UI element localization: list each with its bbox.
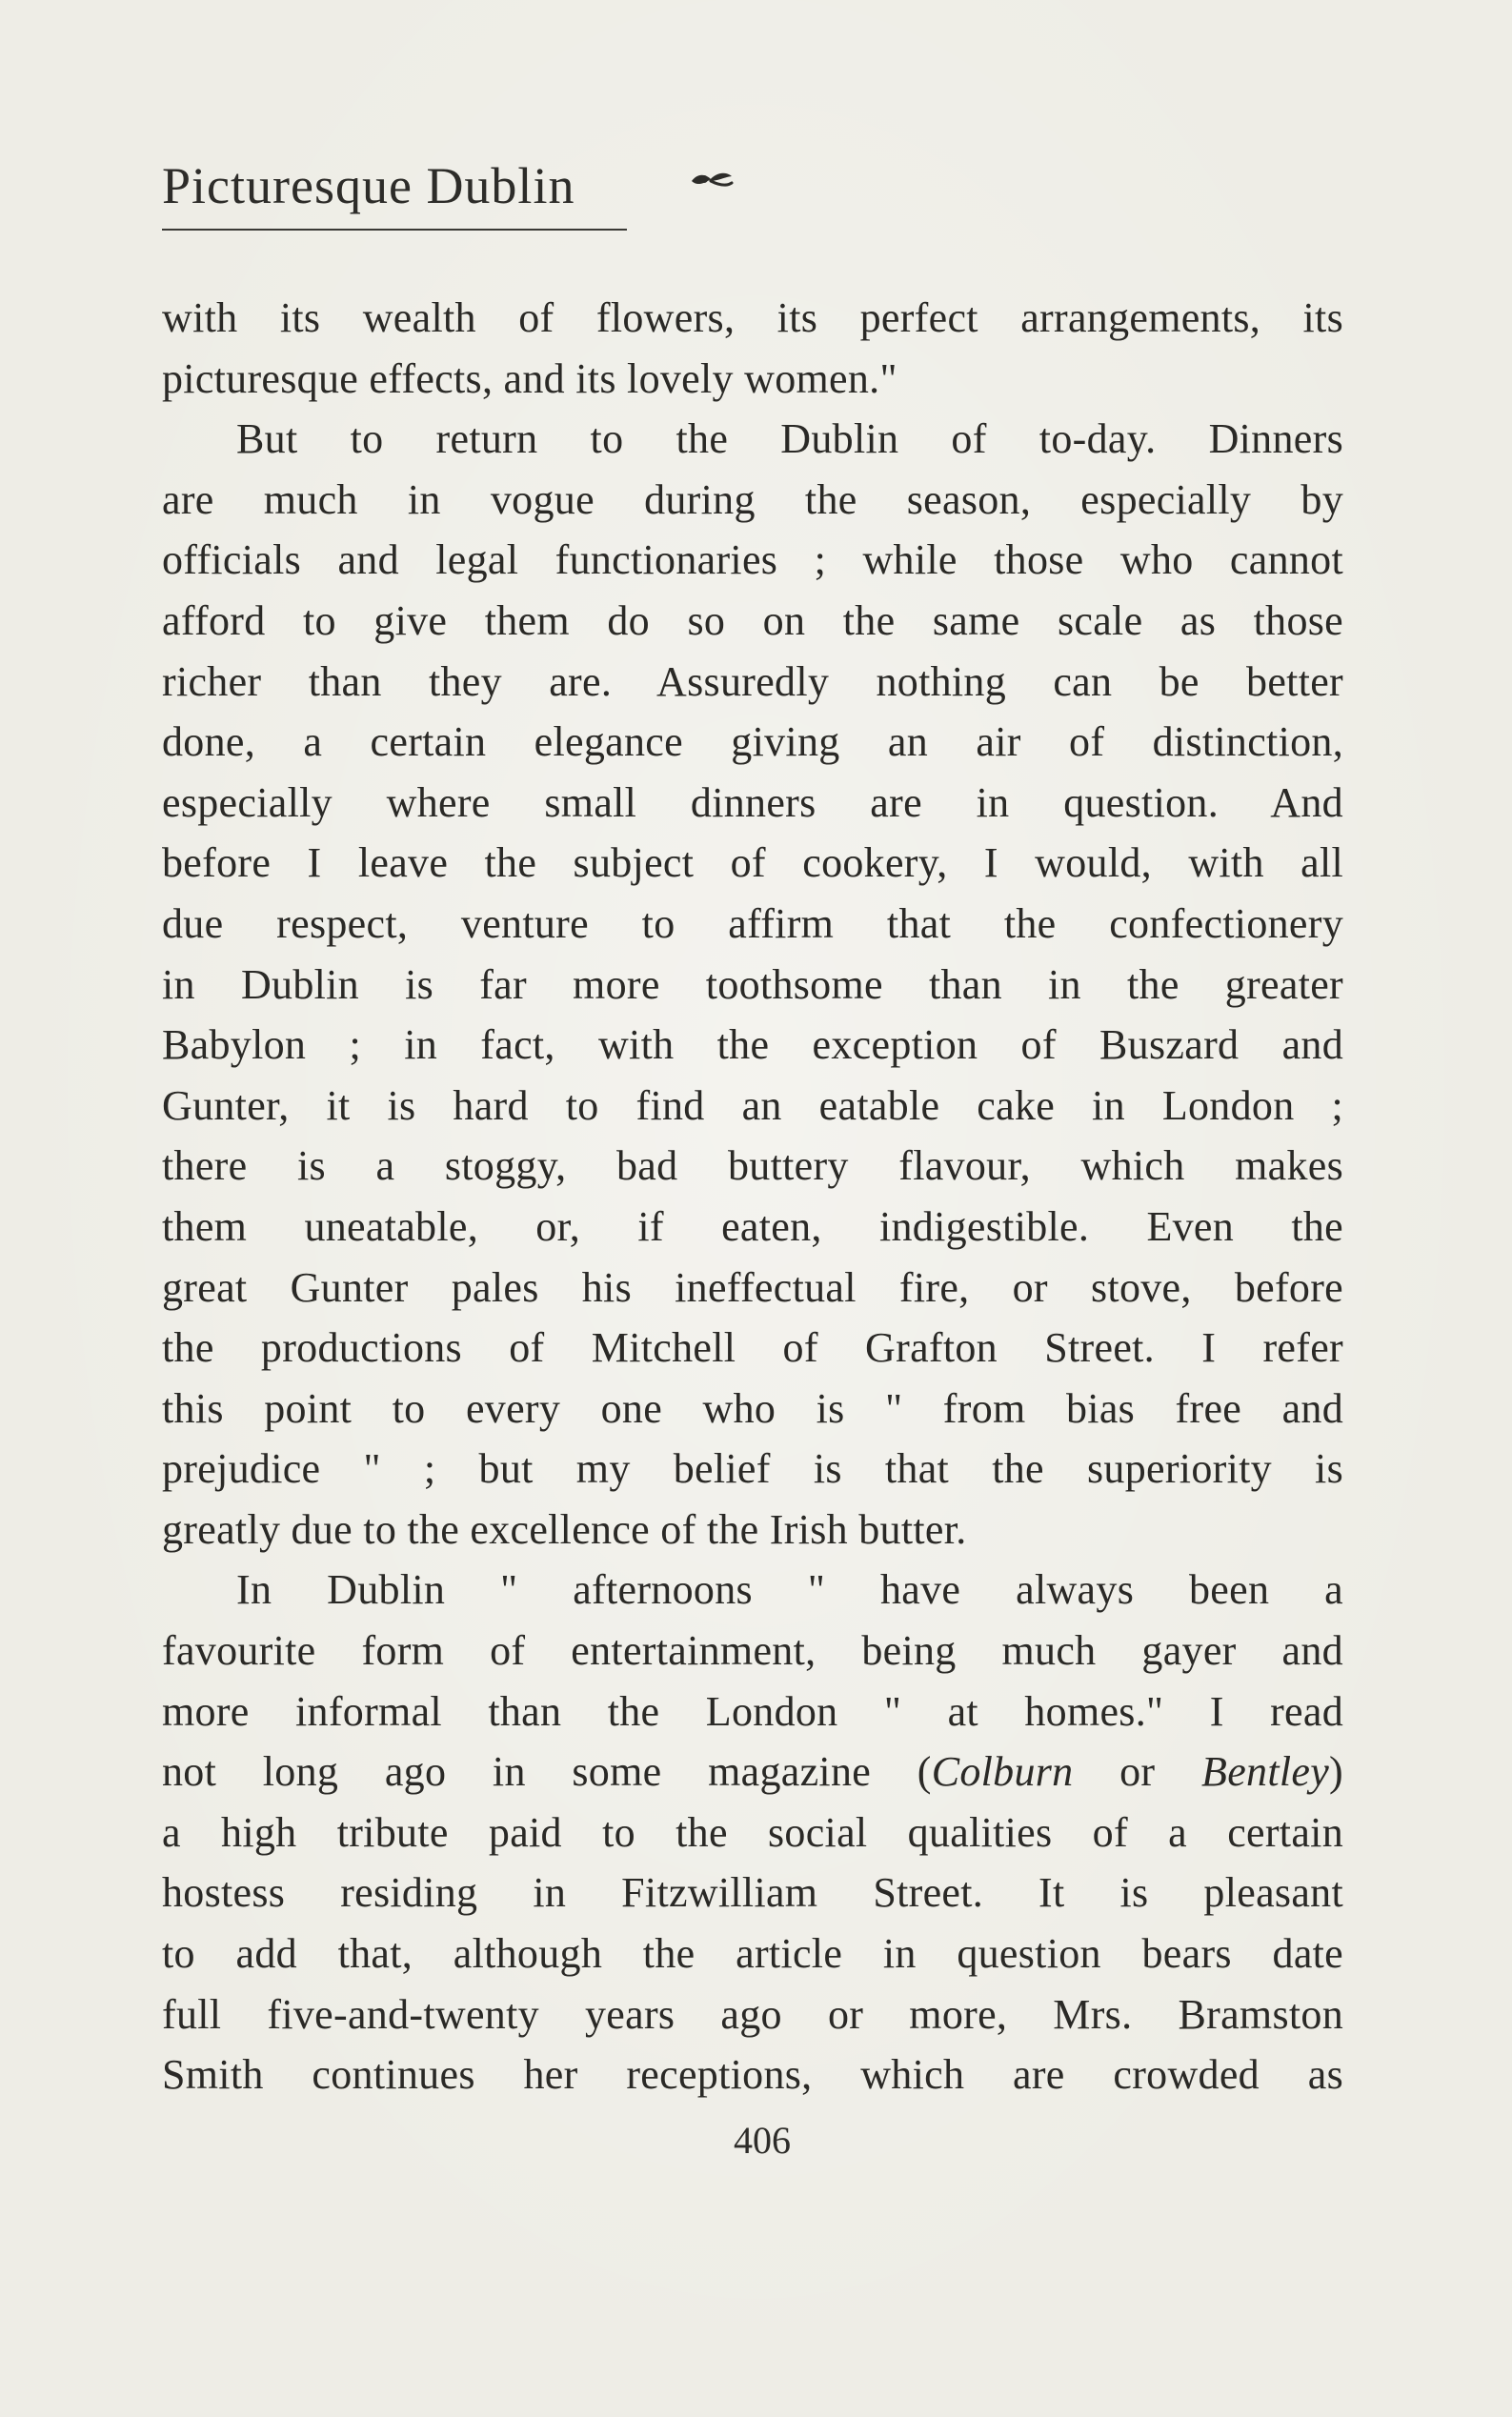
text-line: due respect, venture to affirm that the confectionery bbox=[162, 899, 1343, 947]
text-line: In Dublin " afternoons " have always been a bbox=[236, 1566, 1343, 1614]
text-line: a high tribute paid to the social qualities of a certain bbox=[162, 1808, 1343, 1856]
text-line: Gunter, it is hard to find an eatable cake in London ; bbox=[162, 1081, 1343, 1129]
text-line: there is a stoggy, bad buttery flavour, which makes bbox=[162, 1142, 1343, 1190]
running-title: Picturesque Dublin bbox=[162, 157, 575, 214]
text-line: the productions of Mitchell of Grafton Street. I refer bbox=[162, 1324, 1343, 1372]
text-line: afford to give them do so on the same scale as those bbox=[162, 596, 1343, 644]
text-line: greatly due to the excellence of the Irish butter. bbox=[162, 1505, 967, 1553]
text-line: prejudice " ; but my belief is that the superiority is bbox=[162, 1445, 1343, 1493]
text-line: with its wealth of flowers, its perfect arrangements, its bbox=[162, 294, 1343, 341]
text-line: done, a certain elegance giving an air of distinction, bbox=[162, 718, 1343, 766]
italic-title: Bentley bbox=[1201, 1748, 1330, 1796]
text-line: great Gunter pales his ineffectual fire, or stove, before bbox=[162, 1263, 1343, 1311]
line-segment: or bbox=[1073, 1748, 1202, 1796]
running-header bbox=[162, 152, 734, 238]
page-number: 406 bbox=[734, 2119, 791, 2162]
line-segment: ) bbox=[1329, 1748, 1343, 1796]
text-line: richer than they are. Assuredly nothing can be better bbox=[162, 657, 1343, 705]
text-line: favourite form of entertainment, being much gayer and bbox=[162, 1627, 1343, 1675]
text-line: this point to every one who is " from bias free and bbox=[162, 1384, 1343, 1432]
text-line: picturesque effects, and its lovely women." bbox=[162, 354, 897, 402]
text-line: more informal than the London " at homes." I read bbox=[162, 1687, 1343, 1735]
text-line: hostess residing in Fitzwilliam Street. It is pleasant bbox=[162, 1869, 1343, 1917]
text-line: to add that, although the article in question bears date bbox=[162, 1930, 1343, 1978]
header-rule bbox=[162, 229, 627, 231]
text-line bbox=[162, 1742, 1343, 1803]
fleuron-icon bbox=[688, 164, 736, 198]
text-line: before I leave the subject of cookery, I would, with all bbox=[162, 839, 1343, 887]
text-line: Babylon ; in fact, with the exception of Buszard and bbox=[162, 1021, 1343, 1069]
italic-title: Colburn bbox=[931, 1748, 1074, 1796]
text-line: them uneatable, or, if eaten, indigestible. Even the bbox=[162, 1202, 1343, 1250]
text-line: full five-and-twenty years ago or more, Mrs. Bramston bbox=[162, 1990, 1343, 2038]
line-segment: not long ago in some magazine ( bbox=[162, 1748, 932, 1796]
text-line: especially where small dinners are in question. And bbox=[162, 778, 1343, 826]
body-text bbox=[162, 288, 1343, 2105]
text-line: But to return to the Dublin of to-day. Dinners bbox=[236, 415, 1343, 463]
text-line: in Dublin is far more toothsome than in the greater bbox=[162, 960, 1343, 1008]
text-line: Smith continues her receptions, which are crowded as bbox=[162, 2051, 1343, 2099]
text-line: are much in vogue during the season, especially by bbox=[162, 475, 1343, 523]
text-line: officials and legal functionaries ; while those who cannot bbox=[162, 536, 1343, 584]
